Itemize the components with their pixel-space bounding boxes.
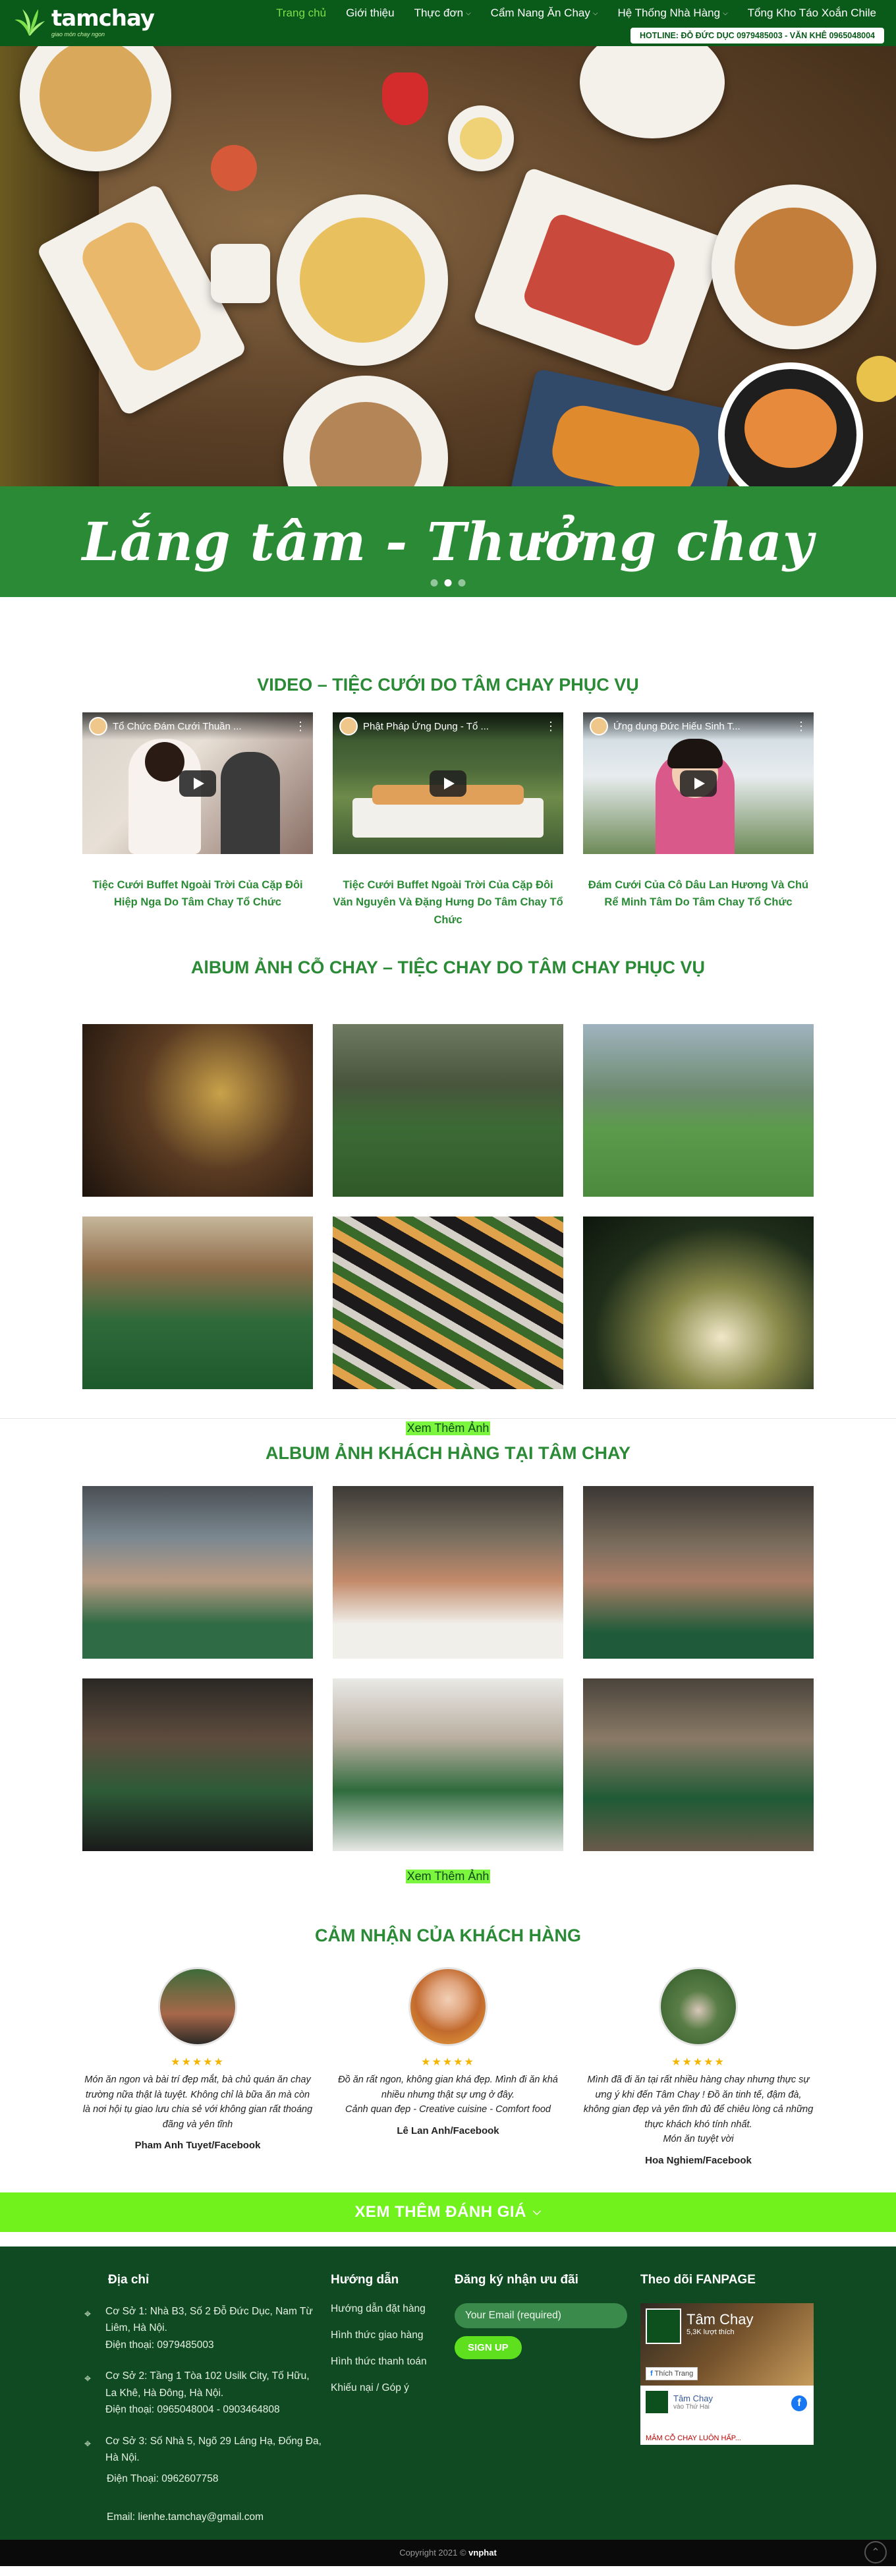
star-rating-icon: ★★★★★ <box>671 2057 725 2069</box>
slider-dot[interactable] <box>459 579 466 587</box>
fb-post-text: MÂM CỖ CHAY LUÔN HẤP... <box>646 2434 741 2442</box>
location-pin-icon: ⌖ <box>84 2306 92 2320</box>
chevron-down-icon: ⌵ <box>723 9 728 17</box>
video-title[interactable]: Tổ Chức Đám Cưới Thuần ... <box>113 720 242 732</box>
copyright-text: Copyright 2021 © <box>399 2548 466 2558</box>
slider-dot[interactable] <box>431 579 438 587</box>
footer-fanpage-column <box>640 2273 818 2445</box>
fb-like-label: Thích Trang <box>654 2369 694 2378</box>
play-button-icon[interactable] <box>179 770 216 797</box>
nav-label: Hệ Thống Nhà Hàng <box>617 7 721 19</box>
slogan-banner <box>0 486 896 597</box>
party-album-section <box>82 958 814 1389</box>
footer-link-order-guide[interactable]: Hướng dẫn đặt hàng <box>331 2303 426 2314</box>
album-photo[interactable] <box>333 1486 563 1659</box>
album-photo[interactable] <box>82 1678 313 1851</box>
chevron-down-icon: ⌵ <box>532 2206 542 2218</box>
email-field[interactable] <box>455 2303 627 2328</box>
fb-post-name[interactable]: Tâm Chay <box>673 2393 713 2403</box>
see-more-photos-link[interactable]: Xem Thêm Ảnh <box>406 1421 490 1435</box>
channel-avatar <box>590 717 608 735</box>
party-more-wrap <box>0 1421 896 1435</box>
album-photo[interactable] <box>583 1024 814 1197</box>
nav-handbook[interactable] <box>491 7 598 20</box>
video-caption[interactable]: Đám Cưới Của Cô Dâu Lan Hương Và Chú Rể Minh Tâm Do Tâm Chay Tổ Chức <box>588 879 809 909</box>
video-card <box>583 712 814 929</box>
customer-more-wrap <box>0 1870 896 1883</box>
play-button-icon[interactable] <box>680 770 717 797</box>
address-phone[interactable]: Điện thoại: 0965048004 - 0903464808 <box>105 2404 280 2416</box>
address-item <box>84 2368 322 2419</box>
review-card <box>583 1967 814 2165</box>
signup-button[interactable]: SIGN UP <box>455 2336 522 2359</box>
plate <box>580 46 725 138</box>
review-card <box>333 1967 563 2165</box>
star-rating-icon: ★★★★★ <box>171 2057 225 2069</box>
nav-label: Giới thiệu <box>346 7 395 19</box>
customer-album-section <box>82 1443 814 1851</box>
review-author: Hoa Nghiem/Facebook <box>645 2154 752 2166</box>
logo-text: tamchay <box>51 5 155 32</box>
bamboo-leaf-icon <box>12 5 46 40</box>
hotline-badge[interactable]: HOTLINE: ĐỖ ĐỨC DỤC 0979485003 - VĂN KHÊ 0965048004 <box>629 26 885 45</box>
facebook-page-widget[interactable] <box>640 2303 814 2445</box>
nav-apple-warehouse[interactable] <box>748 7 876 20</box>
video-player[interactable] <box>333 712 563 854</box>
slider-dot-active[interactable] <box>445 579 452 587</box>
video-caption[interactable]: Tiệc Cưới Buffet Ngoài Trời Của Cặp Đôi Hiệp Nga Do Tâm Chay Tổ Chức <box>92 879 303 909</box>
nav-restaurants[interactable] <box>617 7 727 20</box>
video-player[interactable] <box>82 712 313 854</box>
party-album-title: AlBUM ẢNH CỖ CHAY – TIỆC CHAY DO TÂM CHAY PHỤC VỤ <box>190 958 706 978</box>
play-button-icon[interactable] <box>430 770 466 797</box>
footer-link-feedback[interactable]: Khiếu nại / Góp ý <box>331 2382 409 2393</box>
review-card <box>82 1967 313 2165</box>
review-quote: Mình đã đi ăn tại rất nhiều hàng chay nhưng thực sự ưng ý khi đến Tâm Chay ! Đồ ăn tinh tế, đậm đà, không gian đẹp và yên tĩnh đủ để chiêu lòng cả những thực khách khó tính nhất. Món ăn tuyệt vời <box>583 2075 814 2145</box>
location-pin-icon: ⌖ <box>84 2436 92 2450</box>
album-photo[interactable] <box>333 1678 563 1851</box>
chevron-down-icon: ⌵ <box>466 9 471 17</box>
album-photo[interactable] <box>583 1678 814 1851</box>
button-label: XEM THÊM ĐÁNH GIÁ <box>354 2202 526 2221</box>
avatar <box>408 1967 488 2046</box>
site-header <box>0 0 896 46</box>
fb-cover <box>640 2303 814 2386</box>
address-line: Cơ Sở 2: Tầng 1 Tòa 102 Usilk City, Tố Hữu, La Khê, Hà Đông, Hà Nội. <box>105 2370 310 2399</box>
footer-address-title: Địa chỉ <box>108 2272 150 2287</box>
avatar <box>158 1967 237 2046</box>
fb-likes: 5,3K lượt thích <box>686 2328 735 2336</box>
fb-page-name[interactable]: Tâm Chay <box>686 2310 754 2328</box>
nav-menu[interactable] <box>414 7 471 20</box>
album-photo[interactable] <box>82 1486 313 1659</box>
album-photo[interactable] <box>583 1486 814 1659</box>
logo[interactable] <box>12 5 154 40</box>
address-item <box>84 2433 322 2467</box>
more-vert-icon[interactable]: ⋮ <box>545 719 557 733</box>
footer-guide-column <box>331 2273 443 2409</box>
address-line: Cơ Sở 3: Số Nhà 5, Ngõ 29 Láng Hạ, Đống Đa, Hà Nội. <box>105 2435 322 2464</box>
more-vert-icon[interactable]: ⋮ <box>795 719 807 733</box>
review-quote: Món ăn ngon và bài trí đẹp mắt, bà chủ quán ăn chay trường nữa thật là tuyệt. Không chỉ là bữa ăn mà còn là nơi hội tụ giao lưu chia sẻ với không gian rất thoáng đãng và yên tĩnh <box>82 2075 313 2130</box>
main-nav <box>276 7 876 20</box>
video-player[interactable] <box>583 712 814 854</box>
address-phone[interactable]: Điện Thoại: 0962607758 <box>107 2473 219 2485</box>
nav-label: Tổng Kho Táo Xoắn Chile <box>747 7 876 19</box>
see-more-reviews-button[interactable] <box>0 2192 896 2232</box>
album-photo[interactable] <box>82 1024 313 1197</box>
channel-avatar <box>89 717 107 735</box>
page-logo <box>646 2391 668 2413</box>
chevron-down-icon: ⌵ <box>592 9 598 17</box>
see-more-photos-link[interactable]: Xem Thêm Ảnh <box>406 1870 490 1883</box>
fb-post-sub: vào Thứ Hai <box>673 2403 710 2411</box>
video-title[interactable]: Phật Pháp Ứng Dụng - Tổ ... <box>363 720 489 732</box>
video-section-title: VIDEO – TIỆC CƯỚI DO TÂM CHAY PHỤC VỤ <box>257 675 639 695</box>
facebook-icon: f <box>791 2395 807 2411</box>
location-pin-icon: ⌖ <box>84 2372 92 2386</box>
nav-about[interactable] <box>346 7 395 20</box>
footer-email[interactable]: Email: lienhe.tamchay@gmail.com <box>107 2511 264 2523</box>
album-photo[interactable] <box>333 1216 563 1389</box>
copyright-brand[interactable]: vnphat <box>468 2548 497 2558</box>
address-item <box>84 2303 322 2354</box>
review-author: Lê Lan Anh/Facebook <box>397 2125 499 2136</box>
site-footer <box>0 2247 896 2566</box>
back-to-top-icon[interactable]: ⌃ <box>864 2541 887 2563</box>
star-rating-icon: ★★★★★ <box>421 2057 475 2069</box>
album-photo[interactable] <box>82 1216 313 1389</box>
avatar <box>659 1967 738 2046</box>
video-card <box>82 712 313 929</box>
more-vert-icon[interactable]: ⋮ <box>294 719 306 733</box>
footer-link-delivery[interactable]: Hình thức giao hàng <box>331 2329 424 2341</box>
nav-label: Trang chủ <box>276 7 327 19</box>
plate <box>211 244 270 303</box>
footer-fanpage-title: Theo dõi FANPAGE <box>640 2272 756 2287</box>
fb-post-header <box>640 2386 814 2419</box>
review-author: Pham Anh Tuyet/Facebook <box>134 2140 261 2152</box>
nav-label: Cẩm Nang Ăn Chay <box>490 7 590 19</box>
hero-food-image <box>0 46 896 486</box>
address-phone[interactable]: Điện thoại: 0979485003 <box>105 2339 214 2351</box>
customer-album-title: ALBUM ẢNH KHÁCH HÀNG TẠI TÂM CHAY <box>266 1443 630 1464</box>
banner-slogan: Lắng tâm - Thưởng chay <box>82 511 814 573</box>
reviews-title: CẢM NHẬN CỦA KHÁCH HÀNG <box>315 1926 581 1946</box>
footer-signup-column <box>455 2273 632 2359</box>
nav-home[interactable] <box>276 7 326 20</box>
copyright-bar <box>0 2540 896 2566</box>
review-quote: Đồ ăn rất ngon, không gian khá đẹp. Mình đi ăn khá nhiều nhưng thật sự ưng ở đây. Cảnh quan đẹp - Creative cuisine - Comfort food <box>338 2075 558 2115</box>
reviews-section <box>82 1926 814 2165</box>
footer-guide-title: Hướng dẫn <box>331 2272 399 2287</box>
address-line: Cơ Sở 1: Nhà B3, Số 2 Đỗ Đức Dục, Nam Từ Liêm, Hà Nội. <box>105 2305 313 2334</box>
channel-avatar <box>339 717 358 735</box>
video-title[interactable]: Ứng dụng Đức Hiếu Sinh T... <box>613 720 741 732</box>
video-section <box>82 675 814 929</box>
slider-dots <box>431 579 466 587</box>
video-card <box>333 712 563 929</box>
logo-tagline: giao món chay ngon <box>51 31 105 38</box>
facebook-icon: f <box>650 2369 653 2378</box>
album-photo[interactable] <box>333 1024 563 1197</box>
footer-signup-title: Đăng ký nhận ưu đãi <box>455 2272 578 2287</box>
nav-label: Thực đơn <box>414 7 464 19</box>
divider <box>0 1418 896 1419</box>
footer-link-payment[interactable]: Hình thức thanh toán <box>331 2355 427 2367</box>
fb-like-button[interactable] <box>646 2367 698 2380</box>
album-photo[interactable] <box>583 1216 814 1389</box>
page-logo <box>646 2308 681 2344</box>
video-caption[interactable]: Tiệc Cưới Buffet Ngoài Trời Của Cặp Đôi Văn Nguyên Và Đặng Hưng Do Tâm Chay Tổ Chức <box>333 879 563 926</box>
footer-address-column <box>84 2273 322 2524</box>
